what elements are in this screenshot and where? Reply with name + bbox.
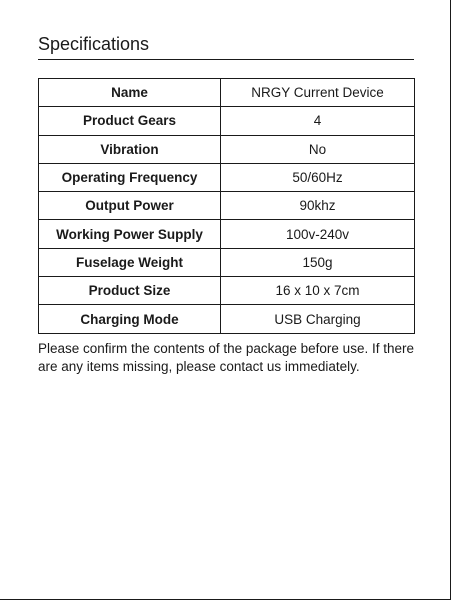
table-row: [39, 277, 415, 305]
spec-label: Fuselage Weight: [39, 248, 221, 276]
table-row: [39, 220, 415, 248]
spec-value: 16 x 10 x 7cm: [221, 277, 415, 305]
title-divider: [38, 59, 414, 60]
table-row: [39, 305, 415, 333]
table-row: [39, 79, 415, 107]
section-title: Specifications: [38, 34, 150, 54]
spec-label: Product Size: [39, 277, 221, 305]
spec-label: Output Power: [39, 192, 221, 220]
table-row: [39, 107, 415, 135]
spec-label: Working Power Supply: [39, 220, 221, 248]
table-row: [39, 135, 415, 163]
spec-label: Vibration: [39, 135, 221, 163]
spec-label: Operating Frequency: [39, 163, 221, 191]
spec-value: No: [221, 135, 415, 163]
spec-value: 90khz: [221, 192, 415, 220]
table-row: [39, 248, 415, 276]
table-row: [39, 192, 415, 220]
spec-value: 4: [221, 107, 415, 135]
table-row: [39, 163, 415, 191]
spec-value: 150g: [221, 248, 415, 276]
spec-value: 50/60Hz: [221, 163, 415, 191]
spec-label: Name: [39, 79, 221, 107]
spec-label: Product Gears: [39, 107, 221, 135]
specifications-table: [38, 78, 415, 334]
spec-value: USB Charging: [221, 305, 415, 333]
spec-label: Charging Mode: [39, 305, 221, 333]
package-notice: Please confirm the contents of the package before use. If there are any items missing, please contact us immediately.: [38, 341, 414, 374]
spec-value: 100v-240v: [221, 220, 415, 248]
spec-value: NRGY Current Device: [221, 79, 415, 107]
